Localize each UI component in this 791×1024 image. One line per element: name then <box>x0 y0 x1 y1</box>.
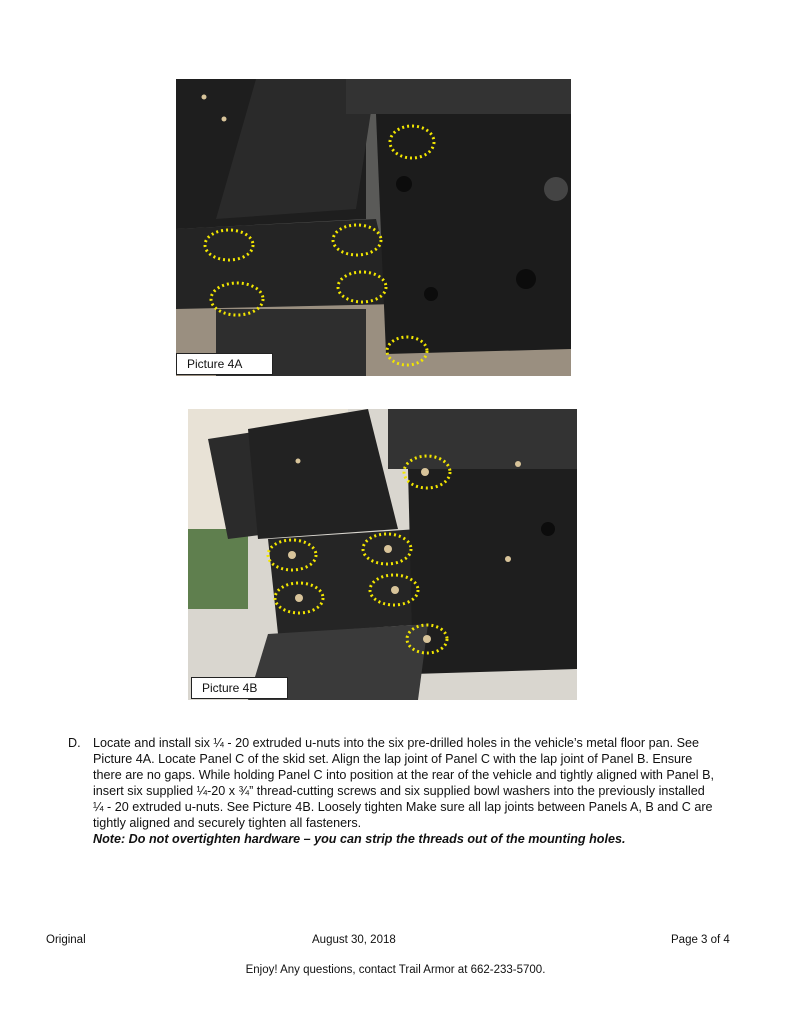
instruction-step <box>68 735 718 847</box>
highlight-marker <box>390 126 434 158</box>
picture-4a-caption: Picture 4A <box>176 353 273 375</box>
highlight-markers-4b <box>188 409 577 700</box>
step-letter: D. <box>68 736 81 750</box>
picture-4a <box>176 79 571 376</box>
footer-contact: Enjoy! Any questions, contact Trail Armor at 662-233-5700. <box>245 964 546 976</box>
highlight-marker <box>338 272 386 302</box>
picture-4b-caption: Picture 4B <box>191 677 288 699</box>
footer-left: Original <box>46 934 86 946</box>
highlight-marker <box>211 283 263 315</box>
highlight-marker <box>387 337 427 365</box>
footer-page-number: Page 3 of 4 <box>671 934 730 946</box>
step-text: Locate and install six ¼ - 20 extruded u-nuts into the six pre-drilled holes in the vehicle’s metal floor pan. See Picture 4A. Locate Panel C of the skid set. Align the lap joint of Panel C with the lap joint of Panel B. Ensure there are no gaps. While holding Panel C into position at the rear of the vehicle and tightly aligned with Panel B, insert six supplied ¼-20 x ¾” thread-cutting screws and six supplied bowl washers into the previously installed ¼ - 20 extruded u-nuts. See Picture 4B. Loosely tighten Make sure all lap joints between Panels A, B and C are tightly aligned and securely tighten all fasteners. <box>93 736 714 830</box>
highlight-marker <box>205 230 253 260</box>
step-note: Note: Do not overtighten hardware – you can strip the threads out of the mounting holes. <box>93 832 626 846</box>
picture-4b <box>188 409 577 700</box>
highlight-markers-4a <box>176 79 571 376</box>
highlight-marker <box>333 225 381 255</box>
footer-date: August 30, 2018 <box>312 934 396 946</box>
